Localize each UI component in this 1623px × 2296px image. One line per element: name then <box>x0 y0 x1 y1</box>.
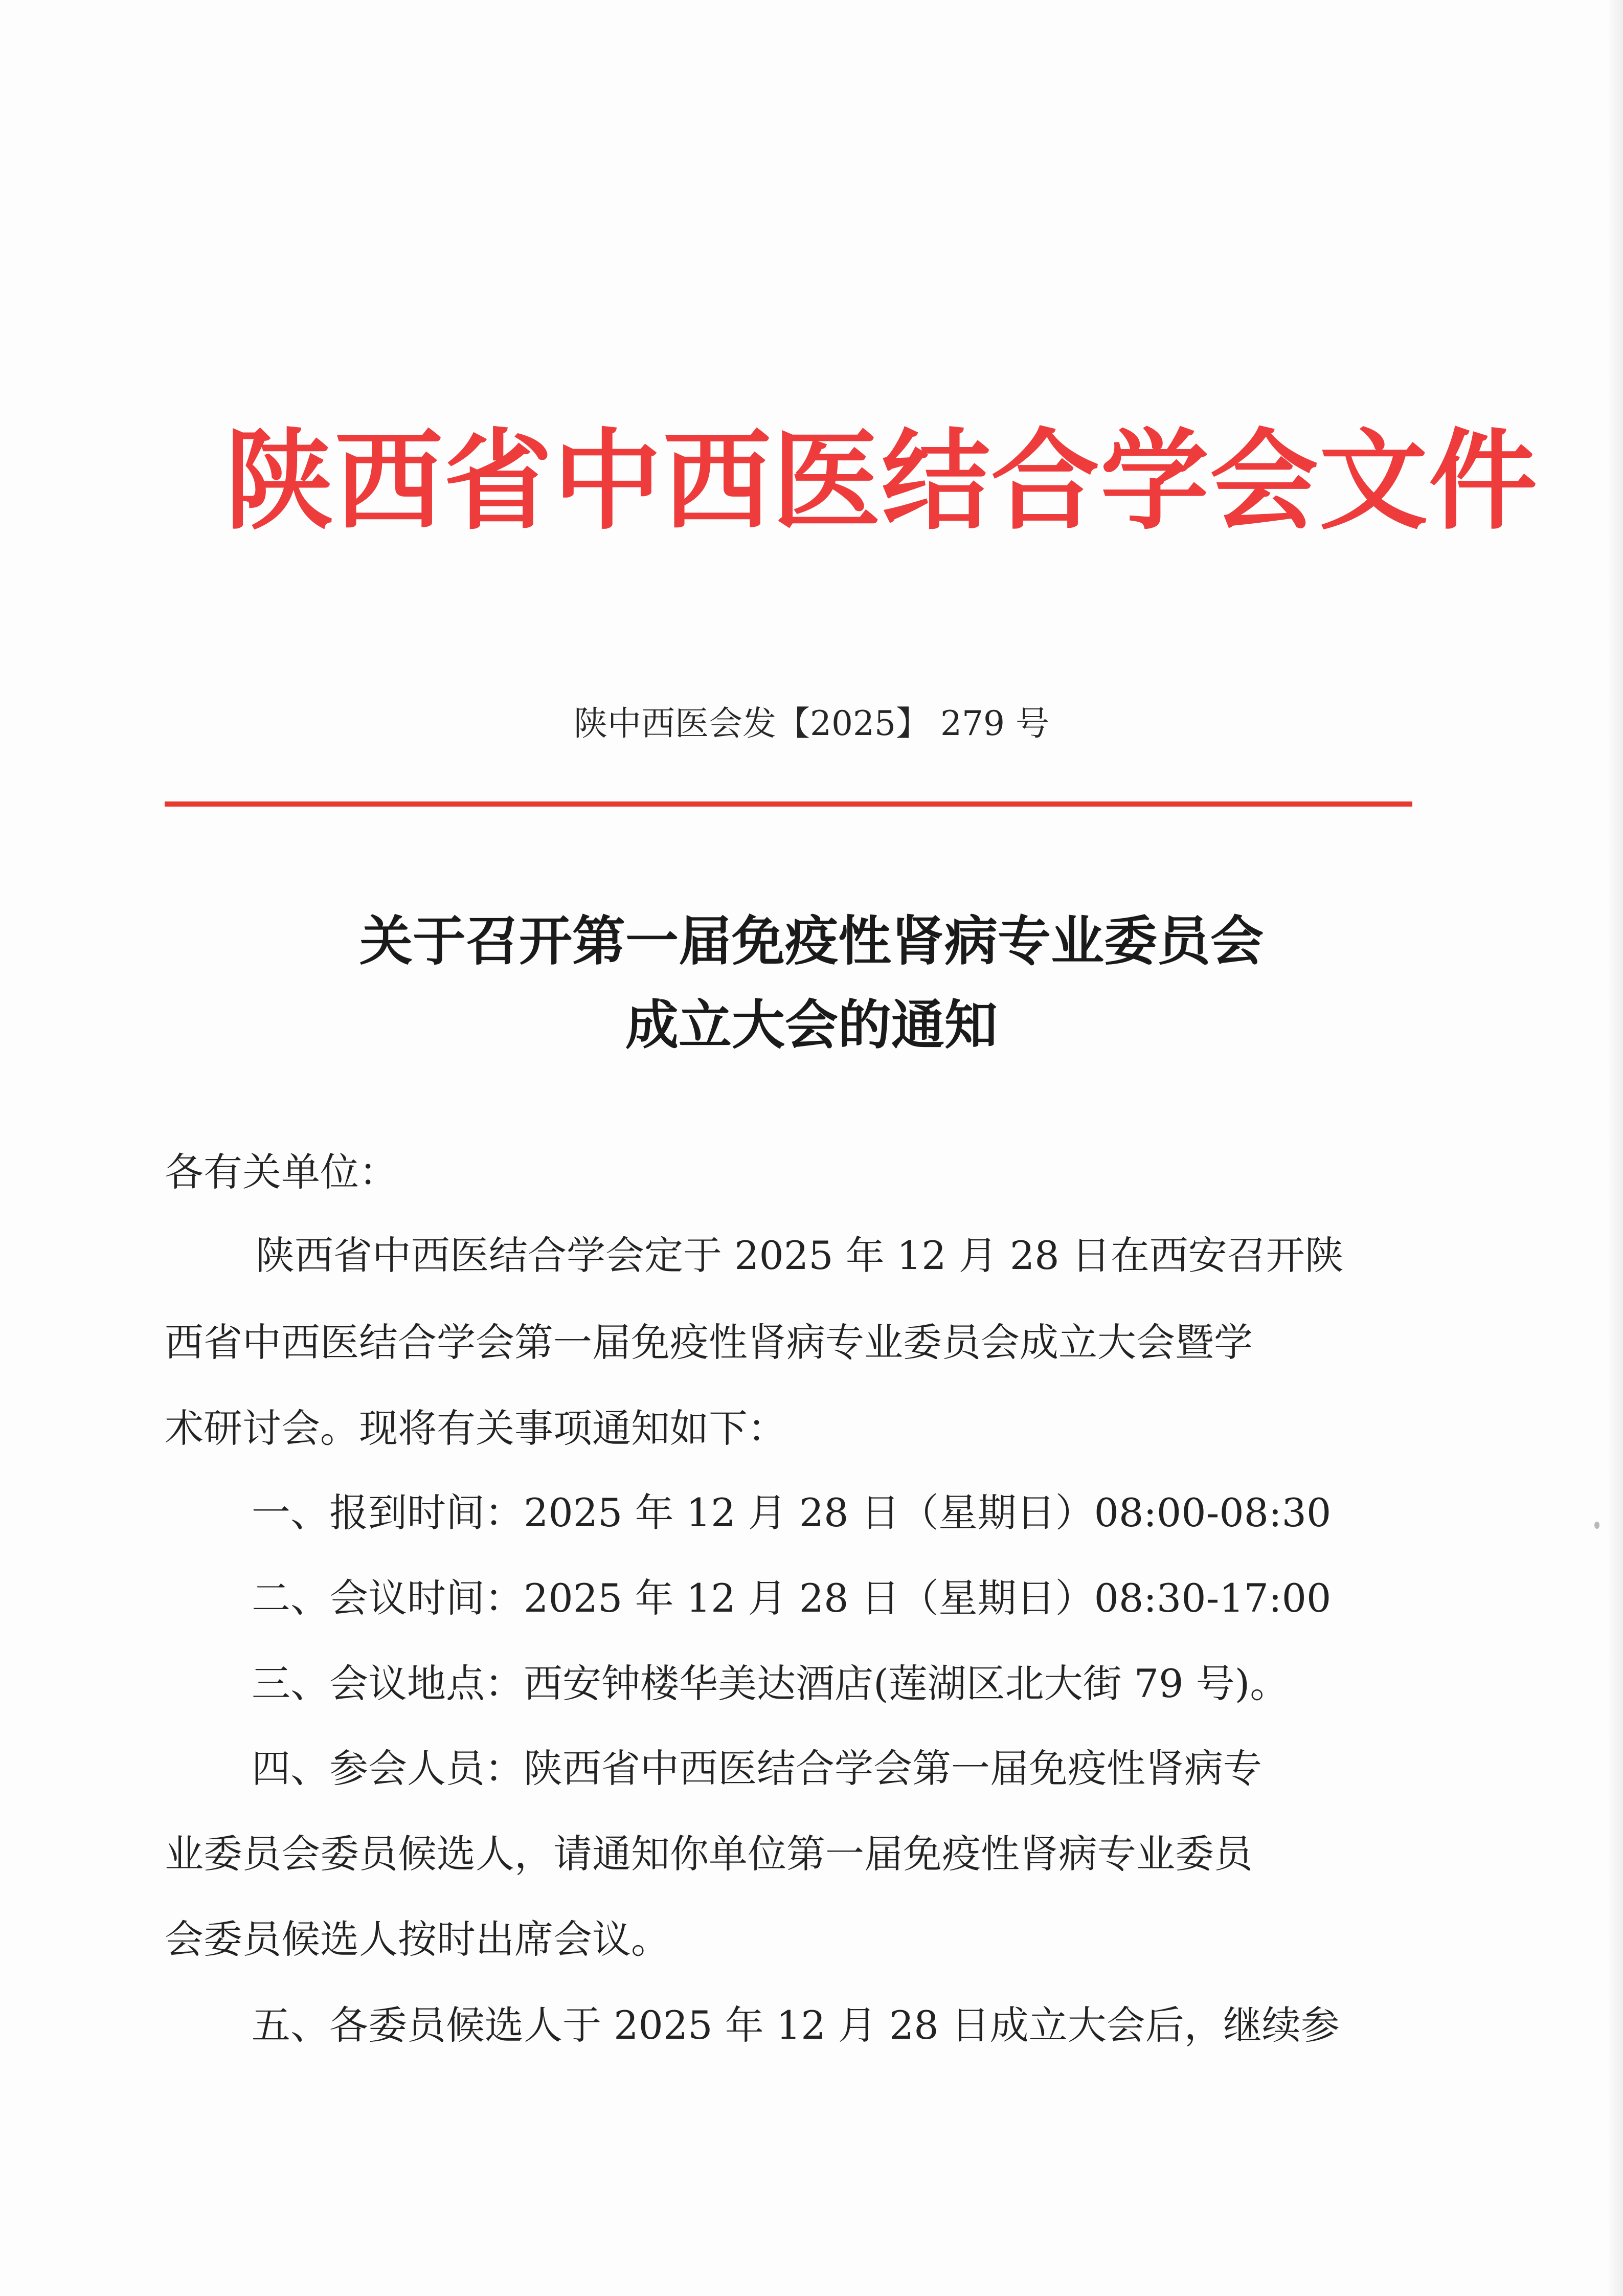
body-line: 三、会议地点：西安钟楼华美达酒店(莲湖区北大街 79 号)。 <box>252 1661 1289 1706</box>
scan-speck <box>1594 1522 1599 1529</box>
body-line: 四、参会人员：陕西省中西医结合学会第一届免疫性肾病专 <box>252 1746 1262 1791</box>
notice-title-line-2: 成立大会的通知 <box>625 993 998 1056</box>
body-line: 二、会议时间：2025 年 12 月 28 日（星期日）08:30-17:00 <box>252 1575 1332 1621</box>
masthead-title: 陕西省中西医结合学会文件 <box>225 417 1538 544</box>
body-line: 五、各委员候选人于 2025 年 12 月 28 日成立大会后，继续参 <box>252 2002 1340 2048</box>
body-line: 会委员候选人按时出席会议。 <box>165 1916 670 1962</box>
red-separator-rule <box>165 801 1412 807</box>
body-line: 业委员会委员候选人，请通知你单位第一届免疫性肾病专业委员 <box>165 1831 1253 1877</box>
body-line: 一、报到时间：2025 年 12 月 28 日（星期日）08:00-08:30 <box>252 1490 1332 1535</box>
body-line: 术研讨会。现将有关事项通知如下： <box>165 1406 786 1451</box>
page-edge-shadow <box>1609 0 1623 2296</box>
body-line: 西省中西医结合学会第一届免疫性肾病专业委员会成立大会暨学 <box>165 1320 1253 1365</box>
document-number: 陕中西医会发【2025】 279 号 <box>574 704 1049 743</box>
notice-title-line-1: 关于召开第一届免疫性肾病专业委员会 <box>359 909 1264 972</box>
body-line: 陕西省中西医结合学会定于 2025 年 12 月 28 日在西安召开陕 <box>256 1233 1344 1278</box>
salutation: 各有关单位： <box>165 1149 398 1195</box>
